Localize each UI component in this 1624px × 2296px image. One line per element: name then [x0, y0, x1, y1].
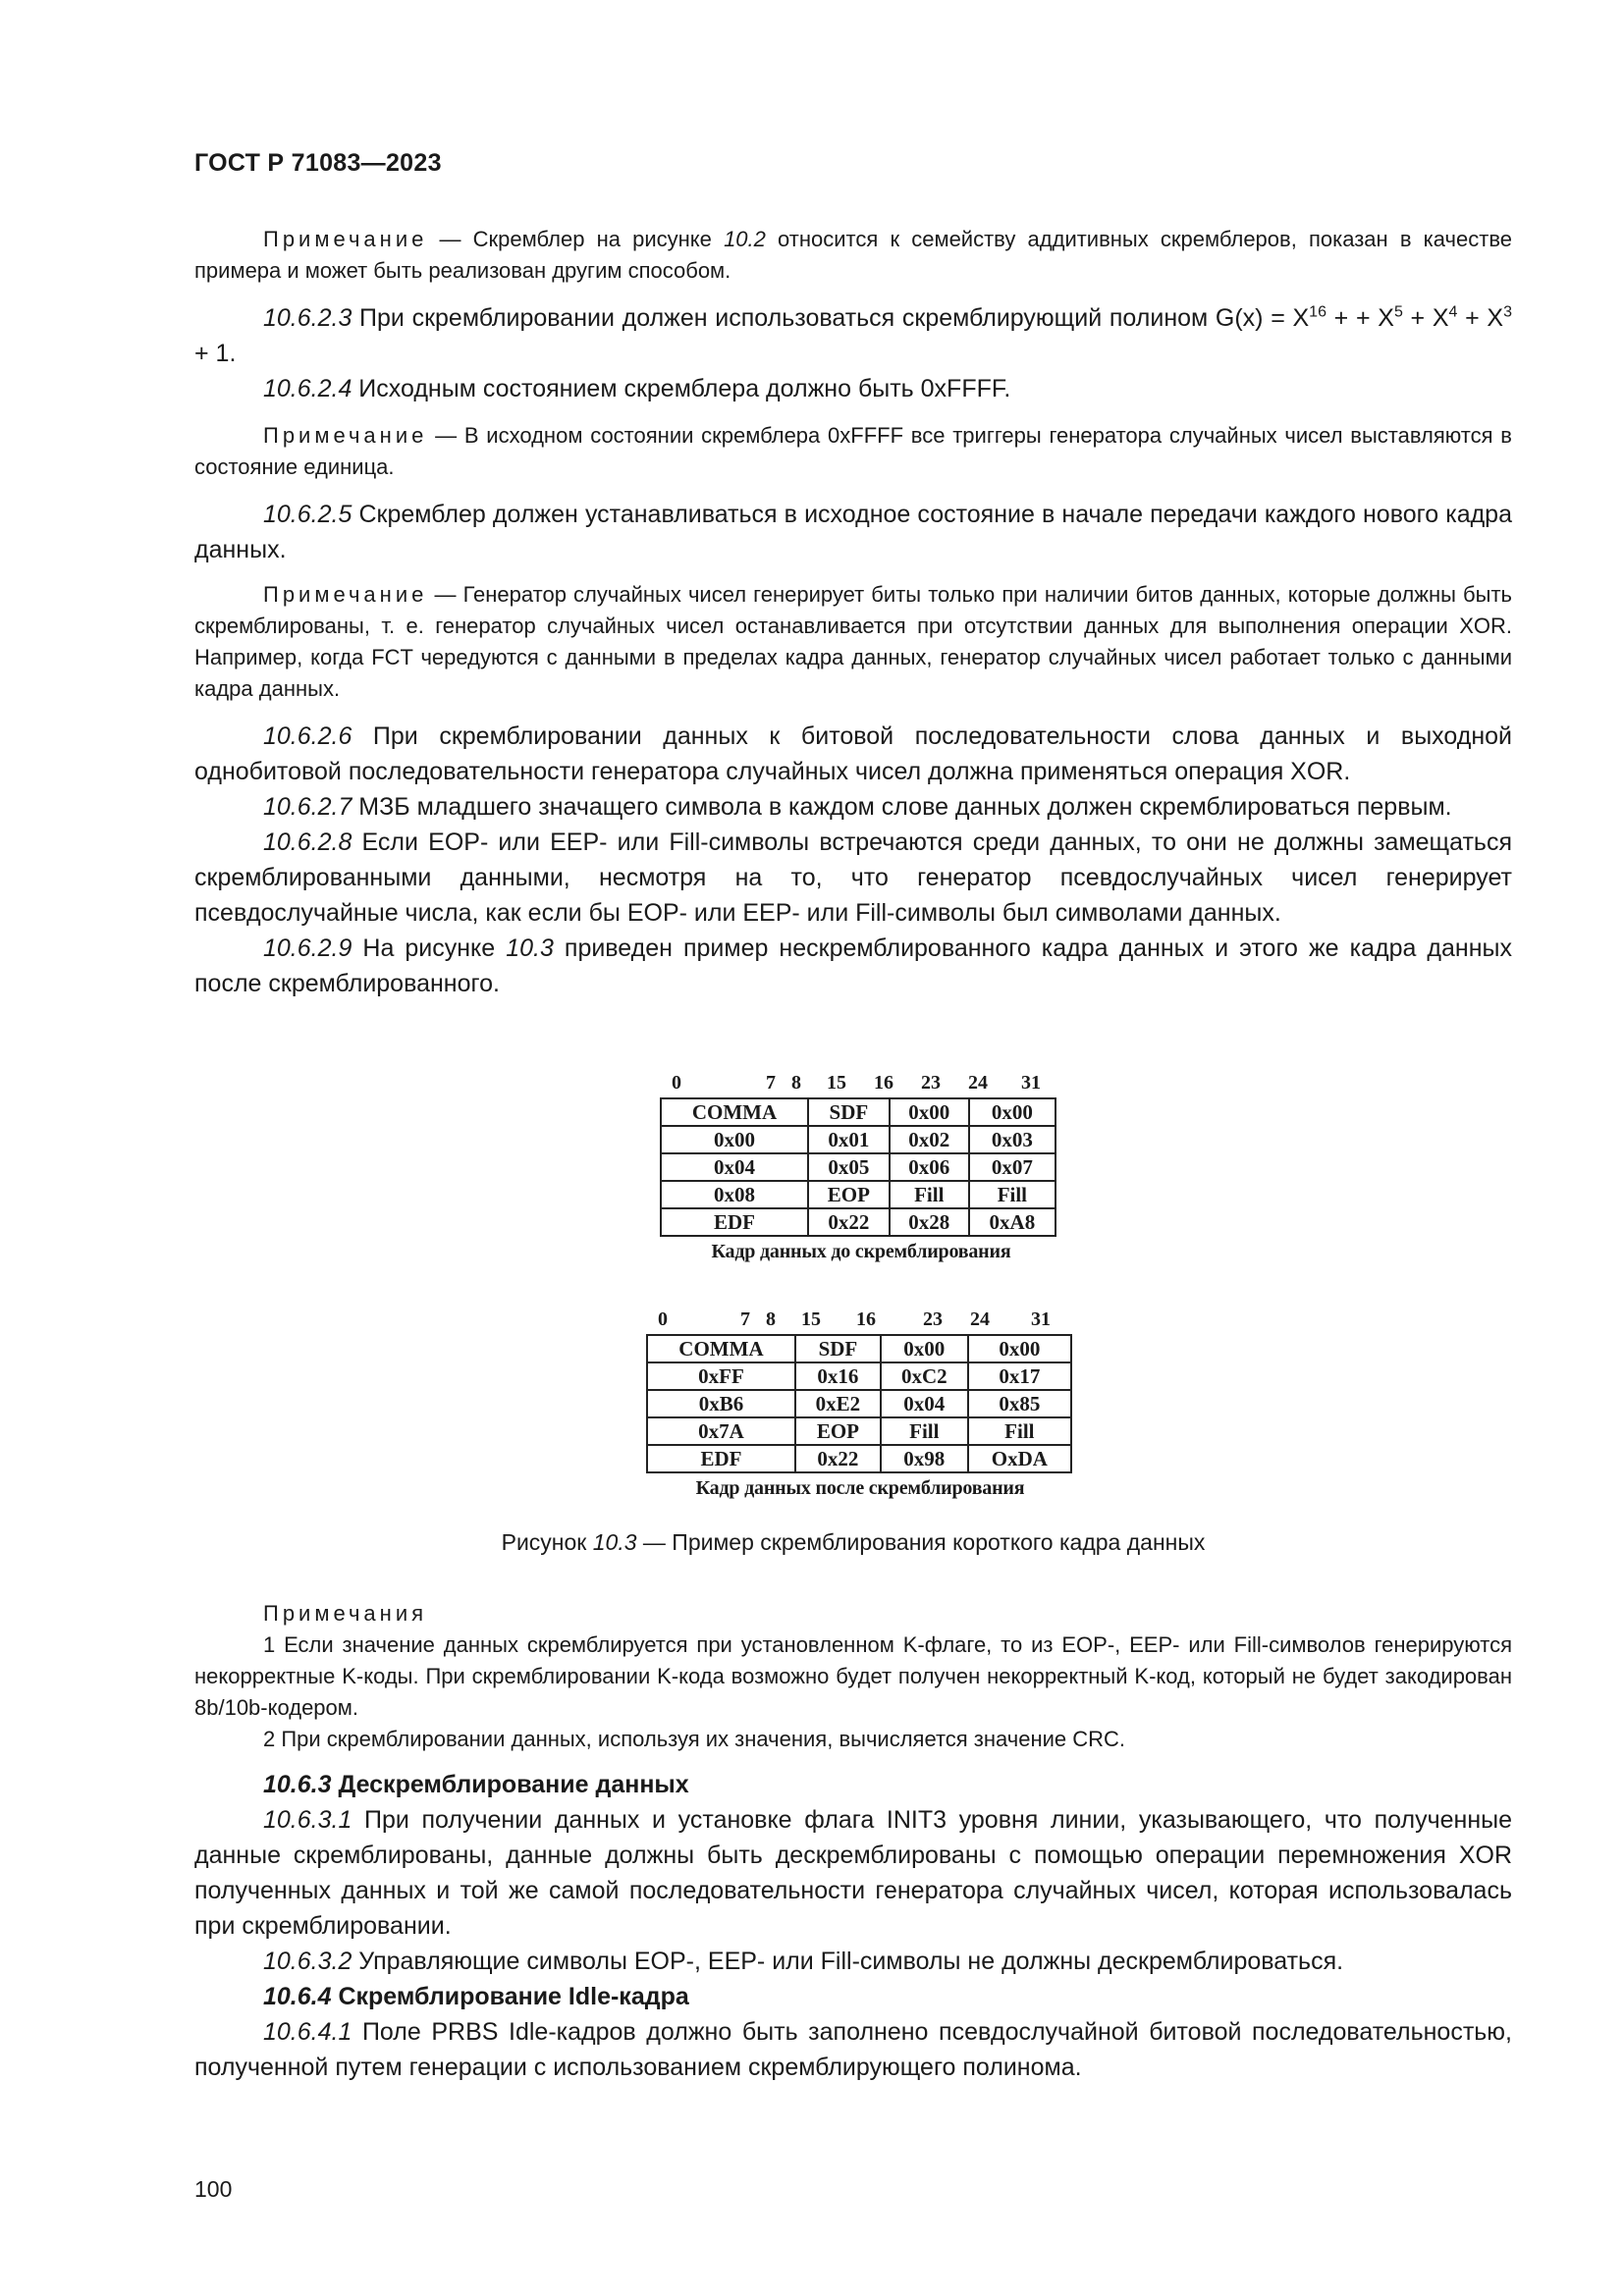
frame-cell: COMMA — [661, 1098, 808, 1126]
section-heading-10-6-3: 10.6.3 Дескремблирование данных — [263, 1771, 689, 1798]
paragraph-10-6-2-5: 10.6.2.5 Скремблер должен устанавливаться в исходное состояние в начале передачи каждого нового кадра данных. — [194, 501, 1512, 563]
frame-cell: 0x16 — [795, 1362, 881, 1390]
page-number: 100 — [194, 2176, 233, 2202]
frame-row — [647, 1390, 1071, 1417]
frame-cell: 0x85 — [968, 1390, 1071, 1417]
upper-text-block — [194, 224, 1512, 1001]
frame-row — [647, 1362, 1071, 1390]
frame-cell: Fill — [890, 1181, 969, 1208]
frame-cell: 0x07 — [969, 1153, 1056, 1181]
frame-before-subtitle: Кадр данных до скремблирования — [711, 1241, 1011, 1262]
frame-cell: OxDA — [968, 1445, 1071, 1472]
frame-cell: EOP — [808, 1181, 890, 1208]
frame-row — [661, 1208, 1056, 1236]
frame-cell: 0xE2 — [795, 1390, 881, 1417]
frame-cell: 0xA8 — [969, 1208, 1056, 1236]
frame-cell: COMMA — [647, 1335, 795, 1362]
lower-text-block — [194, 1598, 1512, 2085]
frame-row — [661, 1098, 1056, 1126]
frame-row — [661, 1153, 1056, 1181]
frame-cell: EDF — [661, 1208, 808, 1236]
frame-cell: 0x17 — [968, 1362, 1071, 1390]
frame-after-table — [646, 1334, 1072, 1473]
frame-cell: 0x04 — [661, 1153, 808, 1181]
frame-cell: EOP — [795, 1417, 881, 1445]
frame-cell: 0x03 — [969, 1126, 1056, 1153]
note-item-1: 1 Если значение данных скремблируется при установленном K-флаге, то из EOP-, EEP- или Fill-символов генерируются некорректные K-коды. При скремблировании K-кода возможно будет получен некорректный K-код, который не будет закодирован 8b/10b-кодером. — [194, 1632, 1512, 1720]
frame-row — [647, 1445, 1071, 1472]
note-3: Примечание — Генератор случайных чисел генерирует биты только при наличии битов данных, которые должны быть скремблированы, т. е. генератор случайных чисел останавливается при отсутствии данных для выполнения операции XOR. Например, когда FCT чередуются с данными в пределах кадра данных, генератор случайных чисел работает только с данными кадра данных. — [194, 582, 1512, 701]
paragraph-10-6-2-3: 10.6.2.3 При скремблировании должен использоваться скремблирующий полином $G(x) = X^{16}$ + + $X^5 + X^4 + X^3 + 1$. — [194, 303, 1512, 367]
frame-cell: 0x00 — [661, 1126, 808, 1153]
standard-header: ГОСТ Р 71083—2023 — [194, 149, 442, 177]
frame-cell: 0x04 — [881, 1390, 968, 1417]
notes-label: Примечания — [263, 1601, 428, 1626]
paragraph-10-6-2-9: 10.6.2.9 На рисунке 10.3 приведен пример нескремблированного кадра данных и этого же кадра данных после скремблированного. — [194, 934, 1512, 997]
frame-before-figure — [660, 1072, 1062, 1263]
frame-cell: 0x98 — [881, 1445, 968, 1472]
frame-cell: Fill — [968, 1417, 1071, 1445]
paragraph-10-6-2-7: 10.6.2.7 МЗБ младшего значащего символа в каждом слове данных должен скремблироваться первым. — [263, 793, 1452, 821]
frame-cell: 0x28 — [890, 1208, 969, 1236]
paragraph-10-6-2-6: 10.6.2.6 При скремблировании данных к битовой последовательности слова данных и выходной однобитовой последовательности генератора случайных чисел должна применяться операция XOR. — [194, 722, 1512, 785]
frame-cell: 0x00 — [968, 1335, 1071, 1362]
note-item-2: 2 При скремблировании данных, используя их значения, вычисляется значение CRC. — [263, 1727, 1126, 1751]
frame-cell: 0xB6 — [647, 1390, 795, 1417]
frame-cell: SDF — [808, 1098, 890, 1126]
paragraph-10-6-4-1: 10.6.4.1 Поле PRBS Idle-кадров должно быть заполнено псевдослучайной битовой последовательностью, полученной путем генерации с использованием скремблирующего полинома. — [194, 2018, 1512, 2081]
frame-before-table — [660, 1097, 1056, 1237]
note-1: Примечание — Скремблер на рисунке 10.2 относится к семейству аддитивных скремблеров, показан в качестве примера и может быть реализован другим способом. — [194, 227, 1512, 283]
frame-row — [661, 1181, 1056, 1208]
paragraph-10-6-3-2: 10.6.3.2 Управляющие символы EOP-, EEP- или Fill-символы не должны дескремблироваться. — [263, 1948, 1344, 1975]
frame-cell: 0x00 — [881, 1335, 968, 1362]
frame-cell: 0x22 — [795, 1445, 881, 1472]
frame-cell: Fill — [881, 1417, 968, 1445]
frame-cell: 0x00 — [890, 1098, 969, 1126]
frame-cell: 0x06 — [890, 1153, 969, 1181]
frame-cell: 0xC2 — [881, 1362, 968, 1390]
note-2: Примечание — В исходном состоянии скремблера 0xFFFF все триггеры генератора случайных чисел выставляются в состояние единица. — [194, 423, 1512, 479]
paragraph-10-6-2-4: 10.6.2.4 Исходным состоянием скремблера должно быть 0xFFFF. — [263, 375, 1011, 402]
frame-row — [647, 1417, 1071, 1445]
frame-cell: Fill — [969, 1181, 1056, 1208]
frame-cell: 0xFF — [647, 1362, 795, 1390]
frame-cell: 0x22 — [808, 1208, 890, 1236]
bit-axis: 0 7 8 15 16 23 24 31 — [658, 1308, 1051, 1330]
frame-row — [661, 1126, 1056, 1153]
frame-after-figure — [646, 1308, 1074, 1500]
frame-cell: 0x01 — [808, 1126, 890, 1153]
frame-cell: 0x08 — [661, 1181, 808, 1208]
note-label: Примечание — [263, 227, 428, 251]
bit-axis: 0 7 8 15 16 23 24 31 — [672, 1072, 1041, 1094]
paragraph-10-6-2-8: 10.6.2.8 Если EOP- или EEP- или Fill-символы встречаются среди данных, то они не должны замещаться скремблированными данными, несмотря на то, что генератор псевдослучайных чисел генерирует псевдослучайные числа, как если бы EOP- или EEP- или Fill-символы был символами данных. — [194, 828, 1512, 927]
paragraph-10-6-3-1: 10.6.3.1 При получении данных и установке флага INIT3 уровня линии, указывающего, что полученные данные скремблированы, данные должны быть дескремблированы с помощью операции перемножения XOR полученных данных и той же самой последовательности генератора случайных чисел, которая использовалась при скремблировании. — [194, 1806, 1512, 1940]
frame-cell: SDF — [795, 1335, 881, 1362]
frame-cell: 0x02 — [890, 1126, 969, 1153]
frame-cell: EDF — [647, 1445, 795, 1472]
frame-cell: 0x00 — [969, 1098, 1056, 1126]
frame-cell: 0x05 — [808, 1153, 890, 1181]
frame-cell: 0x7A — [647, 1417, 795, 1445]
figure-caption: Рисунок 10.3 — Пример скремблирования короткого кадра данных — [501, 1529, 1206, 1555]
frame-row — [647, 1335, 1071, 1362]
section-heading-10-6-4: 10.6.4 Скремблирование Idle-кадра — [263, 1983, 689, 2010]
frame-after-subtitle: Кадр данных после скремблирования — [695, 1477, 1025, 1499]
